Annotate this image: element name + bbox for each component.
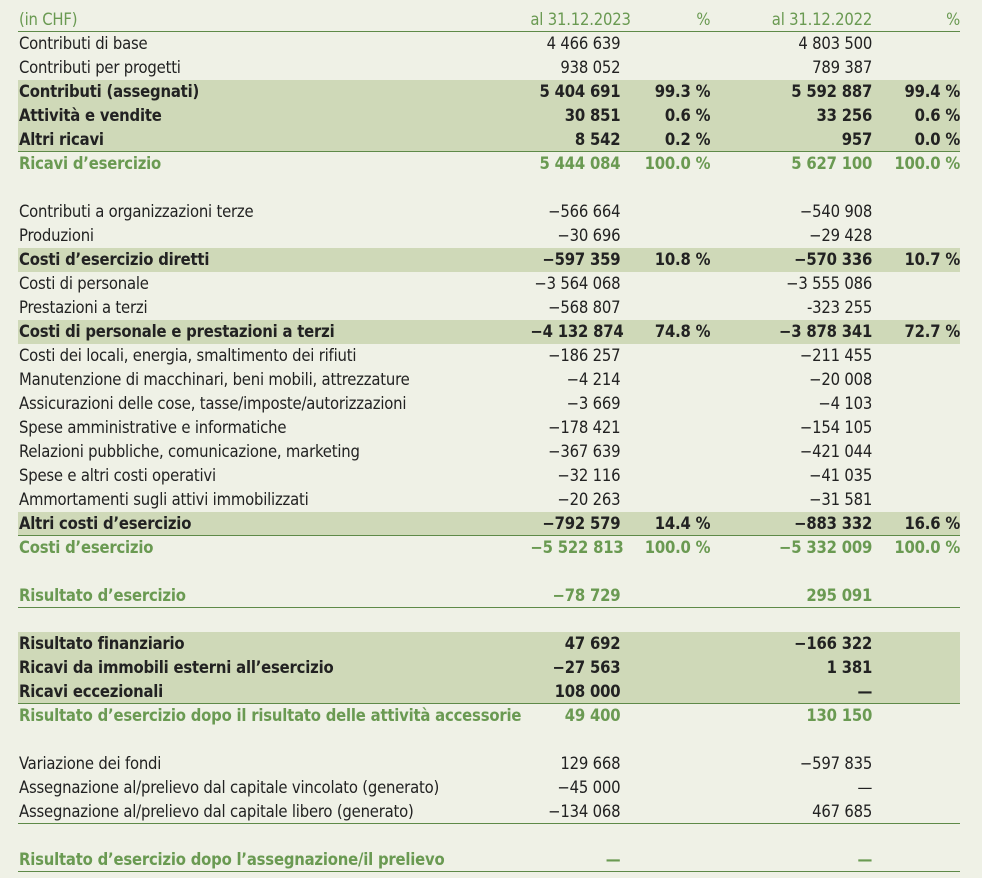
table-row — [18, 800, 960, 824]
row-label: Costi dei locali, energia, smaltimento dei rifiuti — [19, 346, 357, 365]
table-row — [18, 848, 960, 872]
value-2022: −154 105 — [799, 418, 873, 437]
row-label: Ricavi d’esercizio — [19, 154, 162, 173]
value-2022: −3 555 086 — [786, 274, 873, 293]
value-2022: 4 803 500 — [798, 34, 873, 53]
value-2022: 295 091 — [806, 585, 873, 605]
row-spacer — [18, 176, 960, 200]
value-2023: 938 052 — [560, 58, 621, 77]
pct-2023: 99.3 % — [654, 82, 711, 101]
value-2022: 5 627 100 — [791, 154, 873, 173]
pct-2023: 14.4 % — [654, 513, 711, 533]
pct-2023: 0.6 % — [664, 106, 711, 125]
table-body — [18, 32, 960, 872]
value-2022: −31 581 — [809, 490, 873, 509]
value-2022: 33 256 — [816, 106, 873, 125]
row-label: Ricavi da immobili esterni all’esercizio — [19, 658, 334, 677]
pct-2022: 100.0 % — [894, 538, 960, 557]
value-2023: −45 000 — [557, 778, 621, 797]
row-spacer — [18, 608, 960, 632]
row-label: Attività e vendite — [19, 106, 162, 125]
table-row — [18, 32, 960, 56]
table-row — [18, 656, 960, 680]
value-2023: 30 851 — [564, 106, 621, 125]
pct-2022: 16.6 % — [904, 513, 960, 533]
row-label: Costi d’esercizio — [19, 538, 154, 557]
pct-2022: 0.0 % — [914, 129, 960, 149]
row-label: Risultato finanziario — [19, 634, 185, 653]
value-2022: -323 255 — [806, 298, 873, 317]
row-label: Manutenzione di macchinari, beni mobili, attrezzature — [19, 370, 410, 389]
table-row — [18, 80, 960, 104]
row-label: Spese amministrative e informatiche — [19, 418, 287, 437]
income-statement-table — [18, 8, 960, 872]
row-spacer — [18, 728, 960, 752]
table-row — [18, 536, 960, 560]
currency-label: (in CHF) — [19, 9, 78, 29]
value-2023: 5 444 084 — [539, 154, 621, 173]
col-2023-pct-header: % — [696, 9, 711, 29]
row-label: Spese e altri costi operativi — [19, 466, 216, 485]
table-row — [18, 320, 960, 344]
table-row — [18, 512, 960, 536]
table-row — [18, 752, 960, 776]
table-row — [18, 248, 960, 272]
value-2023: −3 669 — [566, 394, 621, 413]
table-row — [18, 680, 960, 704]
table-row — [18, 464, 960, 488]
row-label: Risultato d’esercizio — [19, 585, 186, 605]
pct-2023: 100.0 % — [644, 154, 711, 173]
value-2022: — — [857, 778, 873, 797]
value-2023: 47 692 — [564, 634, 621, 653]
col-2022-header: al 31.12.2022 — [771, 9, 873, 29]
value-2022: 5 592 887 — [791, 82, 873, 101]
value-2022: −883 332 — [794, 513, 873, 533]
value-2022: −540 908 — [799, 202, 873, 221]
pct-2023: 0.2 % — [664, 129, 711, 149]
table-row — [18, 704, 960, 728]
value-2023: −568 807 — [548, 298, 621, 317]
pct-2022: 100.0 % — [894, 154, 960, 173]
row-label: Ammortamenti sugli attivi immobilizzati — [19, 490, 309, 509]
table-row — [18, 344, 960, 368]
value-2022: −597 835 — [799, 754, 873, 773]
row-label: Relazioni pubbliche, comunicazione, marketing — [19, 442, 360, 461]
value-2023: 4 466 639 — [546, 34, 621, 53]
table-row — [18, 440, 960, 464]
value-2023: −30 696 — [557, 226, 621, 245]
value-2023: 108 000 — [554, 681, 621, 701]
value-2022: −5 332 009 — [779, 538, 873, 557]
table-row — [18, 56, 960, 80]
value-2023: −597 359 — [542, 250, 621, 269]
row-label: Contributi a organizzazioni terze — [19, 202, 254, 221]
value-2023: −20 263 — [557, 490, 621, 509]
table-row — [18, 200, 960, 224]
col-2022-pct-header: % — [946, 9, 960, 29]
col-2023-header: al 31.12.2023 — [530, 9, 631, 29]
row-label: Prestazioni a terzi — [19, 298, 148, 317]
table-row — [18, 224, 960, 248]
row-label: Risultato d’esercizio dopo il risultato delle attività accessorie — [19, 706, 522, 725]
value-2023: −5 522 813 — [530, 538, 624, 557]
pct-2023: 100.0 % — [644, 538, 711, 557]
table-row — [18, 128, 960, 152]
value-2022: 130 150 — [806, 706, 873, 725]
pct-2022: 72.7 % — [904, 322, 960, 341]
value-2023: 129 668 — [560, 754, 621, 773]
value-2023: −134 068 — [548, 801, 621, 821]
value-2023: — — [605, 849, 621, 869]
row-label: Altri costi d’esercizio — [19, 513, 192, 533]
table-row — [18, 296, 960, 320]
value-2023: −186 257 — [548, 346, 621, 365]
value-2023: −32 116 — [557, 466, 621, 485]
row-spacer — [18, 824, 960, 848]
row-label: Contributi di base — [19, 34, 148, 53]
row-label: Assegnazione al/prelievo dal capitale libero (generato) — [19, 801, 414, 821]
row-label: Contributi per progetti — [19, 58, 181, 77]
value-2022: −166 322 — [794, 634, 873, 653]
value-2022: — — [857, 681, 873, 701]
pct-2023: 74.8 % — [654, 322, 711, 341]
table-row — [18, 632, 960, 656]
row-label: Variazione dei fondi — [19, 754, 162, 773]
table-row — [18, 416, 960, 440]
table-row — [18, 392, 960, 416]
row-label: Ricavi eccezionali — [19, 681, 164, 701]
row-label: Costi di personale e prestazioni a terzi — [19, 322, 335, 341]
value-2023: −78 729 — [552, 585, 621, 605]
value-2022: −3 878 341 — [779, 322, 873, 341]
value-2023: −367 639 — [548, 442, 621, 461]
table-row — [18, 272, 960, 296]
value-2023: −566 664 — [548, 202, 621, 221]
value-2022: 957 — [841, 129, 873, 149]
pct-2023: 10.8 % — [654, 250, 711, 269]
value-2022: −211 455 — [799, 346, 873, 365]
value-2022: −41 035 — [809, 466, 873, 485]
value-2022: −29 428 — [809, 226, 873, 245]
row-label: Risultato d’esercizio dopo l’assegnazione/il prelievo — [19, 849, 445, 869]
pct-2022: 10.7 % — [904, 250, 960, 269]
value-2022: — — [857, 849, 873, 869]
value-2023: −4 132 874 — [530, 322, 624, 341]
table-row — [18, 368, 960, 392]
value-2022: 1 381 — [826, 658, 873, 677]
value-2022: −4 103 — [818, 394, 873, 413]
table-row — [18, 488, 960, 512]
value-2023: −27 563 — [552, 658, 621, 677]
value-2023: −792 579 — [542, 513, 621, 533]
row-label: Altri ricavi — [19, 129, 104, 149]
row-label: Assicurazioni delle cose, tasse/imposte/autorizzazioni — [19, 394, 407, 413]
row-label: Contributi (assegnati) — [19, 82, 200, 101]
table-row — [18, 152, 960, 176]
value-2023: −4 214 — [566, 370, 621, 389]
value-2023: 49 400 — [564, 706, 621, 725]
value-2022: −421 044 — [799, 442, 873, 461]
table-row — [18, 776, 960, 800]
value-2023: 5 404 691 — [539, 82, 621, 101]
value-2022: 467 685 — [812, 801, 873, 821]
value-2023: −178 421 — [548, 418, 621, 437]
row-label: Produzioni — [19, 226, 94, 245]
value-2022: 789 387 — [812, 58, 873, 77]
row-spacer — [18, 560, 960, 584]
pct-2022: 99.4 % — [904, 82, 960, 101]
value-2023: −3 564 068 — [534, 274, 621, 293]
value-2022: −20 008 — [809, 370, 873, 389]
value-2022: −570 336 — [794, 250, 873, 269]
row-label: Assegnazione al/prelievo dal capitale vincolato (generato) — [19, 778, 440, 797]
table-row — [18, 104, 960, 128]
row-label: Costi di personale — [19, 274, 149, 293]
table-header — [18, 8, 960, 32]
value-2023: 8 542 — [574, 129, 621, 149]
table-row — [18, 584, 960, 608]
pct-2022: 0.6 % — [914, 106, 960, 125]
row-label: Costi d’esercizio diretti — [19, 250, 210, 269]
